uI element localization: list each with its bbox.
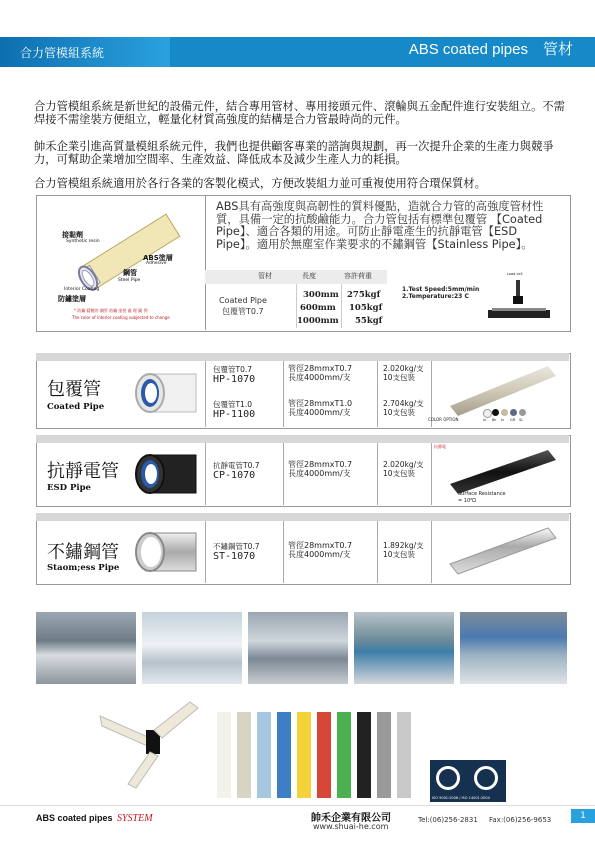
stainless-pipe-side-image xyxy=(440,524,562,576)
color-swatch-gray xyxy=(519,409,526,416)
row2-sep-2 xyxy=(283,443,284,505)
product-name-en-coated: Coated Pipe xyxy=(47,402,105,412)
footer-website-link[interactable]: www.shuai-he.com xyxy=(313,822,389,831)
stainless-v1-code: ST-1070 xyxy=(213,551,256,562)
coated-v2-weight: 2.704kg/支 xyxy=(383,399,424,408)
table-sep-2 xyxy=(341,284,342,328)
footer-system: SYSTEM xyxy=(117,813,153,824)
row-top-shade xyxy=(36,353,569,361)
stainless-v1-dim1: 管徑28mmxT0.7 xyxy=(288,541,353,550)
table-sep-1 xyxy=(296,284,297,328)
coated-v1-pack: 10支包裝 xyxy=(383,373,416,382)
factory-photo-5 xyxy=(460,612,567,684)
factory-photo-1 xyxy=(36,612,136,684)
color-swatch-beige xyxy=(501,409,508,416)
coated-v2-spec: 包覆管T1.0 xyxy=(213,400,253,409)
color-swatch-ivory xyxy=(483,409,492,418)
coated-v1-dim2: 長度4000mm/支 xyxy=(288,373,351,382)
row3-sep-4 xyxy=(431,521,432,583)
diagram-note-1: * 防鏽 精鍍的 鋼管 防鏽 塗裝 處 理 圖 例 xyxy=(74,308,148,313)
coated-v2-pack: 10支包裝 xyxy=(383,408,416,417)
stainless-v1-weight: 1.892kg/支 xyxy=(383,541,424,550)
coated-v2-code: HP-1100 xyxy=(213,409,256,420)
spec-description: ABS具有高強度與高韌性的質料優點，造就合力管的高強度管材性質，具備一定的抗酸鹼能力。合力管包括有標準包覆管 【Coated Pipe】、適合各類的用途。可防止靜電產生的抗靜電管【ESD Pipe】。適用於無塵室作業要求的不鏽鋼管【Stainless Pipe】。 xyxy=(216,200,544,251)
color-label-3: Iv xyxy=(501,418,505,422)
coated-v2-dim2: 長度4000mm/支 xyxy=(288,408,351,417)
footer-company-name: 帥禾企業有限公司 xyxy=(311,813,391,824)
intro-paragraph-1: 合力管模組系統是新世紀的設備元件，結合專用管材、專用接頭元件、滾輪與五金配件進行安裝組立。不需焊接不需塗裝方便組立，輕量化材質高強度的結構是合力管最時尚的元件。 xyxy=(34,100,565,126)
load-cell-label: Load cell xyxy=(507,272,523,276)
esd-badge: 抗靜電 xyxy=(434,444,446,449)
coated-pipe-image xyxy=(128,362,198,422)
row3-sep-1 xyxy=(205,521,206,583)
esd-v1-code: CP-1070 xyxy=(213,470,256,481)
load-test-illustration xyxy=(484,276,554,324)
label-interior-zh: 防鏽塗層 xyxy=(58,295,86,303)
esd-v1-spec: 抗靜電管T0.7 xyxy=(213,461,260,470)
esd-pipe-side-image xyxy=(440,446,562,494)
table-pipe-zh: 包覆管T0.7 xyxy=(222,307,264,316)
joint-illustration xyxy=(90,696,210,792)
stainless-v1-pack: 10支包裝 xyxy=(383,550,416,559)
row1-sep-3 xyxy=(377,361,378,427)
color-label-1: Iv xyxy=(483,418,487,422)
header-right-title: ABS coated pipes 管材 xyxy=(408,41,573,58)
label-abs-layer: ABS塗層 xyxy=(143,254,173,262)
label-abs-en: Adhesive xyxy=(146,261,167,266)
label-adhesive-en: Synthetic resin xyxy=(66,239,100,244)
color-pipes-image xyxy=(215,712,425,798)
test-temperature: 2.Temperature:23 C xyxy=(402,293,469,300)
label-steel-zh: 鋼管 xyxy=(123,269,137,277)
header-left-title: 合力管模組系統 xyxy=(20,46,105,60)
color-label-5: SL xyxy=(519,418,524,422)
table-length-3: 1000mm xyxy=(297,316,339,326)
row2-sep-1 xyxy=(205,443,206,505)
table-header-pipe: 管材 xyxy=(258,272,272,280)
row1-sep-2 xyxy=(283,361,284,427)
label-steel-en: Steel Pipe xyxy=(118,278,141,283)
factory-photo-2 xyxy=(142,612,242,684)
table-header-length: 長度 xyxy=(302,272,316,280)
stainless-v1-spec: 不鏽鋼管T0.7 xyxy=(213,542,260,551)
table-load-1: 275kgf xyxy=(347,290,381,300)
product-name-en-esd: ESD Pipe xyxy=(47,483,91,493)
coated-v1-spec: 包覆管T0.7 xyxy=(213,365,253,374)
footer-tel: Tel:(06)256-2831 xyxy=(418,816,478,824)
diagram-note-2: The color of interior coating subjected to change xyxy=(72,315,170,320)
product-name-en-stainless: Staom;ess Pipe xyxy=(47,563,120,573)
table-pipe-en: Coated Pipe xyxy=(219,296,267,305)
footer-fax: Fax:(06)256-9653 xyxy=(489,816,552,824)
coated-v2-dim1: 管徑28mmxT1.0 xyxy=(288,399,353,408)
factory-photo-3 xyxy=(248,612,348,684)
footer-brand: ABS coated pipes xyxy=(36,813,113,823)
coated-v1-code: HP-1070 xyxy=(213,374,256,385)
row1-sep-1 xyxy=(205,361,206,427)
surface-resistance-label: Surface Resistance xyxy=(458,491,506,497)
esd-v1-dim2: 長度4000mm/支 xyxy=(288,469,351,478)
factory-photo-4 xyxy=(354,612,454,684)
product-name-zh-stainless: 不鏽鋼管 xyxy=(47,542,119,563)
row2-sep-4 xyxy=(431,443,432,505)
color-swatch-black xyxy=(492,409,499,416)
intro-paragraph-2: 帥禾企業引進高質量模組系統元件，我們也提供顧客專業的諮詢與規劃，再一次提升企業的生產力與競爭力，可幫助企業增加空間率、生產效益、降低成本及減少生產人力的耗損。 xyxy=(34,140,554,166)
label-adhesive-zh: 接黏劑 xyxy=(62,231,83,239)
table-header-load: 容許荷重 xyxy=(344,272,372,280)
footer-divider xyxy=(0,805,595,806)
stainless-v1-dim2: 長度4000mm/支 xyxy=(288,550,351,559)
test-speed: 1.Test Speed:5mm/min xyxy=(402,286,480,293)
row3-sep-3 xyxy=(377,521,378,583)
spec-divider xyxy=(205,195,206,330)
intro-paragraph-3: 合力管模組系統適用於各行各業的客製化模式，方便改裝組力並可重複使用符合環保質材。 xyxy=(34,177,486,190)
surface-resistance-value: = 10⁶Ω xyxy=(458,498,476,504)
label-interior-en: Interior Coating xyxy=(64,287,100,292)
color-option-label: COLOR OPTION xyxy=(428,417,459,422)
esd-v1-weight: 2.020kg/支 xyxy=(383,460,424,469)
row2-sep-3 xyxy=(377,443,378,505)
color-label-4: GR xyxy=(510,418,516,422)
esd-pipe-image xyxy=(128,445,198,503)
table-load-3: 55kgf xyxy=(355,316,383,326)
table-load-2: 105kgf xyxy=(349,303,383,313)
table-length-1: 300mm xyxy=(303,290,339,300)
stainless-pipe-image xyxy=(128,523,198,581)
coated-v1-weight: 2.020kg/支 xyxy=(383,364,424,373)
color-label-2: Bk xyxy=(492,418,497,422)
color-swatch-blue xyxy=(510,409,517,416)
esd-v1-dim1: 管徑28mmxT0.7 xyxy=(288,460,353,469)
product-name-zh-esd: 抗靜電管 xyxy=(47,461,119,482)
esd-v1-pack: 10支包裝 xyxy=(383,469,416,478)
table-length-2: 600mm xyxy=(300,303,336,313)
coated-v1-dim1: 管徑28mmxT0.7 xyxy=(288,364,353,373)
row3-sep-2 xyxy=(283,521,284,583)
product-name-zh-coated: 包覆管 xyxy=(47,379,101,400)
row2-top-shade xyxy=(36,435,569,443)
iso-label: ISO 9001:2008 / ISO 14001:2004 xyxy=(432,796,490,800)
row3-top-shade xyxy=(36,513,569,521)
page-number: 1 xyxy=(571,809,595,823)
